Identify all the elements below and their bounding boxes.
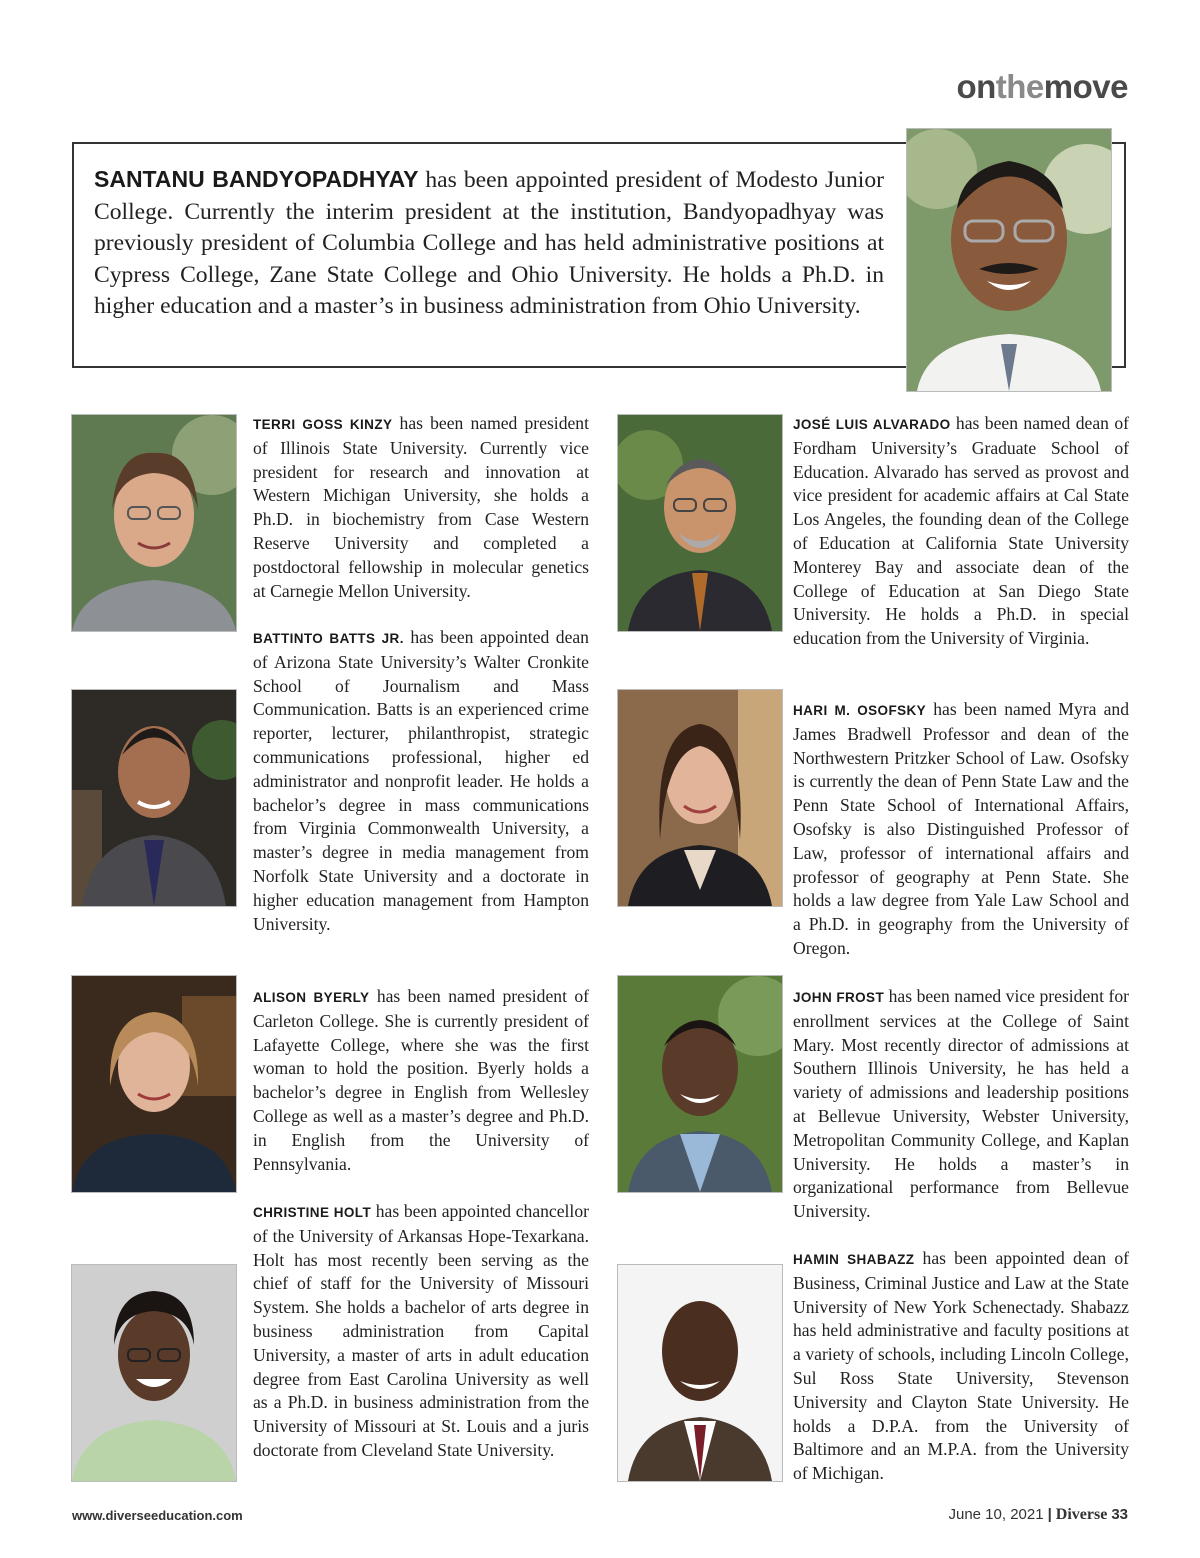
section-header [956,68,1128,106]
feature-article-text: has been appointed president of Modesto Junior College. Currently the interim president at the institution, Bandyopadhyay was previously president of Columbia College and has held administrative positions at Cypress College, Zane State College and Ohio University. He holds a Ph.D. in higher education and a master’s in business administration from Ohio University. [94,167,884,319]
person-name: JOHN FROST [793,990,885,1005]
entry-text: has been named vice president for enrollment services at the College of Saint Mary. Most recently director of admissions at Southern Illinois University, he has held a variety of admissions and leadership positions at Bellevue University, Webster University, Metropolitan Community College, and Kaplan University. He holds a master’s in organizational performance from Bellevue University. [793,986,1129,1222]
portrait-photo-holt [71,1264,237,1482]
entry-text: has been appointed chancellor of the University of Arkansas Hope-Texarkana. Holt has most recently been serving as the chief of staff for the University of Missouri System. She holds a bachelor of arts degree in business administration from Capital University, a master of arts in adult education degree from East Carolina University as well as a Ph.D. in business administration from the University of Missouri at St. Louis and a juris doctorate from Cleveland State University. [253,1201,589,1460]
appointment-entry-osofsky [793,698,1129,961]
header-part-move: move [1043,68,1128,105]
entry-text: has been appointed dean of Business, Criminal Justice and Law at the State University of New York Schenectady. Shabazz has held administrative and faculty positions at a variety of schools, including Lincoln College, Sul Ross State University, Stevenson University and Clayton State University. He holds a D.P.A. from the University of Baltimore and an M.P.A. from the University of Michigan. [793,1248,1129,1484]
feature-person-name: SANTANU BANDYOPADHYAY [94,166,419,192]
entry-text: has been named dean of Fordham University’s Graduate School of Education. Alvarado has served as provost and vice president for academic affairs at Cal State Los Angeles, the founding dean of the College of Education at California State University Monterey Bay and associate dean of the College of Education at San Diego State University. He holds a Ph.D. in special education from the University of Virginia. [793,413,1129,649]
entry-text: has been named president of Illinois State University. Currently vice president for research and innovation at Western Michigan University, she holds a Ph.D. in biochemistry from Case Western Reserve University and completed a postdoctoral fellowship in molecular genetics at Carnegie Mellon University. [253,413,589,601]
entry-text: has been named president of Carleton College. She is currently president of Lafayette College, where she was the first woman to hold the position. Byerly holds a bachelor’s degree in English from Wellesley College as well as a master’s degree and Ph.D. in English from the University of Pennsylvania. [253,986,589,1174]
footer-separator: | [1047,1506,1052,1523]
portrait-photo-shabazz [617,1264,783,1482]
header-part-the: the [995,68,1044,105]
portrait-photo-batts [71,689,237,907]
portrait-photo-osofsky [617,689,783,907]
person-name: JOSÉ LUIS ALVARADO [793,417,951,432]
appointment-entry-shabazz [793,1247,1129,1486]
person-name: HARI M. OSOFSKY [793,703,927,718]
appointment-entry-byerly [253,985,589,1176]
feature-article [94,164,884,323]
person-name: ALISON BYERLY [253,990,370,1005]
appointment-entry-alvarado [793,412,1129,651]
person-name: TERRI GOSS KINZY [253,417,393,432]
footer-page-info [948,1506,1128,1524]
footer-date: June 10, 2021 [948,1506,1044,1523]
portrait-photo-frost [617,975,783,1193]
portrait-photo-kinzy [71,414,237,632]
person-name: HAMIN SHABAZZ [793,1252,915,1267]
feature-portrait-photo [906,128,1112,392]
entry-text: has been appointed dean of Arizona State University’s Walter Cronkite School of Journalism and Mass Communication. Batts is an experienced crime reporter, lecturer, philanthropist, strategic communications professional, higher ed administrator and nonprofit leader. He holds a bachelor’s degree in mass communications from Virginia Commonwealth University, a master’s degree in media management from Norfolk State University and a doctorate in higher education management from Hampton University. [253,627,589,934]
appointment-entry-batts [253,626,589,936]
footer-brand: Diverse [1055,1506,1108,1523]
portrait-photo-alvarado [617,414,783,632]
appointment-entry-holt [253,1200,589,1463]
footer-website: www.diverseeducation.com [72,1508,243,1523]
footer-page-number: 33 [1111,1506,1128,1523]
header-part-on: on [956,68,996,105]
entry-text: has been named Myra and James Bradwell Professor and dean of the Northwestern Pritzker School of Law. Osofsky is currently the dean of Penn State Law and the Penn State School of International Affairs, Osofsky is also Distinguished Professor of Law, professor of international affairs and professor of geography at Penn State. She holds a law degree from Yale Law School and a Ph.D. in geography from the University of Oregon. [793,699,1129,958]
appointment-entry-frost [793,985,1129,1224]
appointment-entry-kinzy [253,412,589,603]
person-name: CHRISTINE HOLT [253,1205,372,1220]
portrait-photo-byerly [71,975,237,1193]
person-name: BATTINTO BATTS JR. [253,631,404,646]
